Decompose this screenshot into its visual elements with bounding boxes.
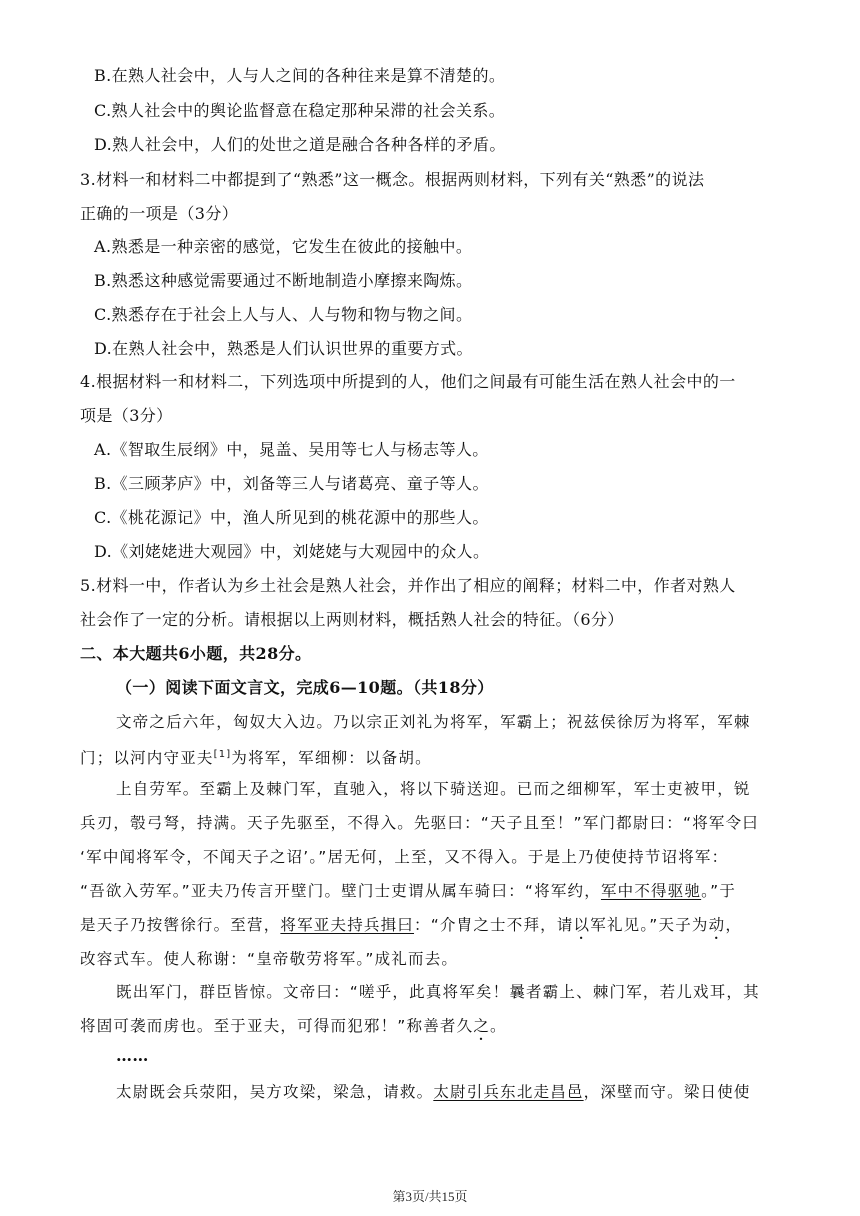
section-heading: 二、本大题共6小题，共28分。	[80, 644, 312, 663]
passage-p2-line4: “吾欲入劳军。”亚夫乃传言开壁门。壁门士吏谓从属车骑曰：“将军约，军中不得驱驰。”于	[80, 882, 737, 900]
underlined-sentence-1: 军中不得驱驰	[600, 882, 702, 900]
passage-p3-line1: 既出军门，群臣皆惊。文帝曰：“嗟乎，此真将军矣！曩者霸上、棘门军，若儿戏耳，其	[116, 983, 760, 1001]
passage-p2-line2: 兵刃，彀弓弩，持满。天子先驱至，不得入。先驱曰：“天子且至！”军门都尉曰：“将军令曰	[80, 814, 759, 832]
q3-stem-line1: 3.材料一和材料二中都提到了“熟悉”这一概念。根据两则材料，下列有关“熟悉”的说法	[80, 170, 705, 189]
footnote-marker: [1]	[213, 749, 232, 760]
dotted-word-zhi: 之	[473, 1017, 491, 1035]
q2-option-d: D.熟人社会中，人们的处世之道是融合各种各样的矛盾。	[94, 135, 506, 154]
q4-option-b: B.《三顾茅庐》中，刘备等三人与诸葛亮、童子等人。	[94, 474, 489, 493]
passage-p3-line2: 将固可袭而虏也。至于亚夫，可得而犯邪！”称善者久之。	[80, 1017, 507, 1035]
page-number: 第3页/共15页	[392, 1189, 468, 1204]
dotted-word-yi: 以	[573, 916, 591, 934]
underlined-sentence-2: 将军亚夫持兵揖曰	[280, 916, 415, 934]
passage-p2-line3: ‘军中闻将军令，不闻天子之诏’。”居无何，上至，又不得入。于是上乃使使持节诏将军：	[80, 848, 729, 866]
q3-option-d: D.在熟人社会中，熟悉是人们认识世界的重要方式。	[94, 339, 473, 358]
q4-option-c: C.《桃花源记》中，渔人所见到的桃花源中的那些人。	[94, 508, 489, 527]
passage-p1-line2: 门；以河内守亚夫[1]为将军，军细柳：以备胡。	[80, 749, 432, 768]
q4-stem-line2: 项是（3分）	[80, 406, 173, 425]
q4-option-a: A.《智取生辰纲》中，晁盖、吴用等七人与杨志等人。	[94, 440, 489, 459]
q5-line1: 5.材料一中，作者认为乡土社会是熟人社会，并作出了相应的阐释；材料二中，作者对熟人	[80, 576, 736, 595]
passage-p2-line1: 上自劳军。至霸上及棘门军，直驰入，将以下骑送迎。已而之细柳军，军士吏被甲，锐	[116, 780, 751, 798]
q4-stem-line1: 4.根据材料一和材料二，下列选项中所提到的人，他们之间最有可能生活在熟人社会中的一	[80, 372, 736, 391]
q4-option-d: D.《刘姥姥进大观园》中，刘姥姥与大观园中的众人。	[94, 542, 490, 561]
passage-p2-line5: 是天子乃按辔徐行。至营，将军亚夫持兵揖曰：“介胄之士不拜，请以军礼见。”天子为动，	[80, 916, 743, 934]
dotted-word-dong: 动	[708, 916, 726, 934]
q2-option-b: B.在熟人社会中，人与人之间的各种往来是算不清楚的。	[94, 66, 506, 85]
section-subheading: （一）阅读下面文言文，完成6—10题。（共18分）	[116, 678, 494, 697]
underlined-sentence-3: 太尉引兵东北走昌邑	[433, 1083, 584, 1101]
passage-p1-line1: 文帝之后六年，匈奴大入边。乃以宗正刘礼为将军，军霸上；祝兹侯徐厉为将军，军棘	[116, 713, 751, 731]
q5-line2: 社会作了一定的分析。请根据以上两则材料，概括熟人社会的特征。（6分）	[80, 610, 624, 629]
q3-option-c: C.熟悉存在于社会上人与人、人与物和物与物之间。	[94, 305, 473, 324]
q2-option-c: C.熟人社会中的舆论监督意在稳定那种呆滞的社会关系。	[94, 101, 506, 120]
q3-stem-line2: 正确的一项是（3分）	[80, 204, 239, 223]
passage-ellipsis: ……	[116, 1046, 149, 1065]
q3-option-b: B.熟悉这种感觉需要通过不断地制造小摩擦来陶炼。	[94, 271, 473, 290]
q3-option-a: A.熟悉是一种亲密的感觉，它发生在彼此的接触中。	[94, 237, 473, 256]
passage-p2-line6: 改容式车。使人称谢：“皇帝敬劳将军。”成礼而去。	[80, 950, 459, 968]
passage-p4-line1: 太尉既会兵荥阳，吴方攻梁，梁急，请救。太尉引兵东北走昌邑，深壁而守。梁日使使	[116, 1083, 751, 1101]
